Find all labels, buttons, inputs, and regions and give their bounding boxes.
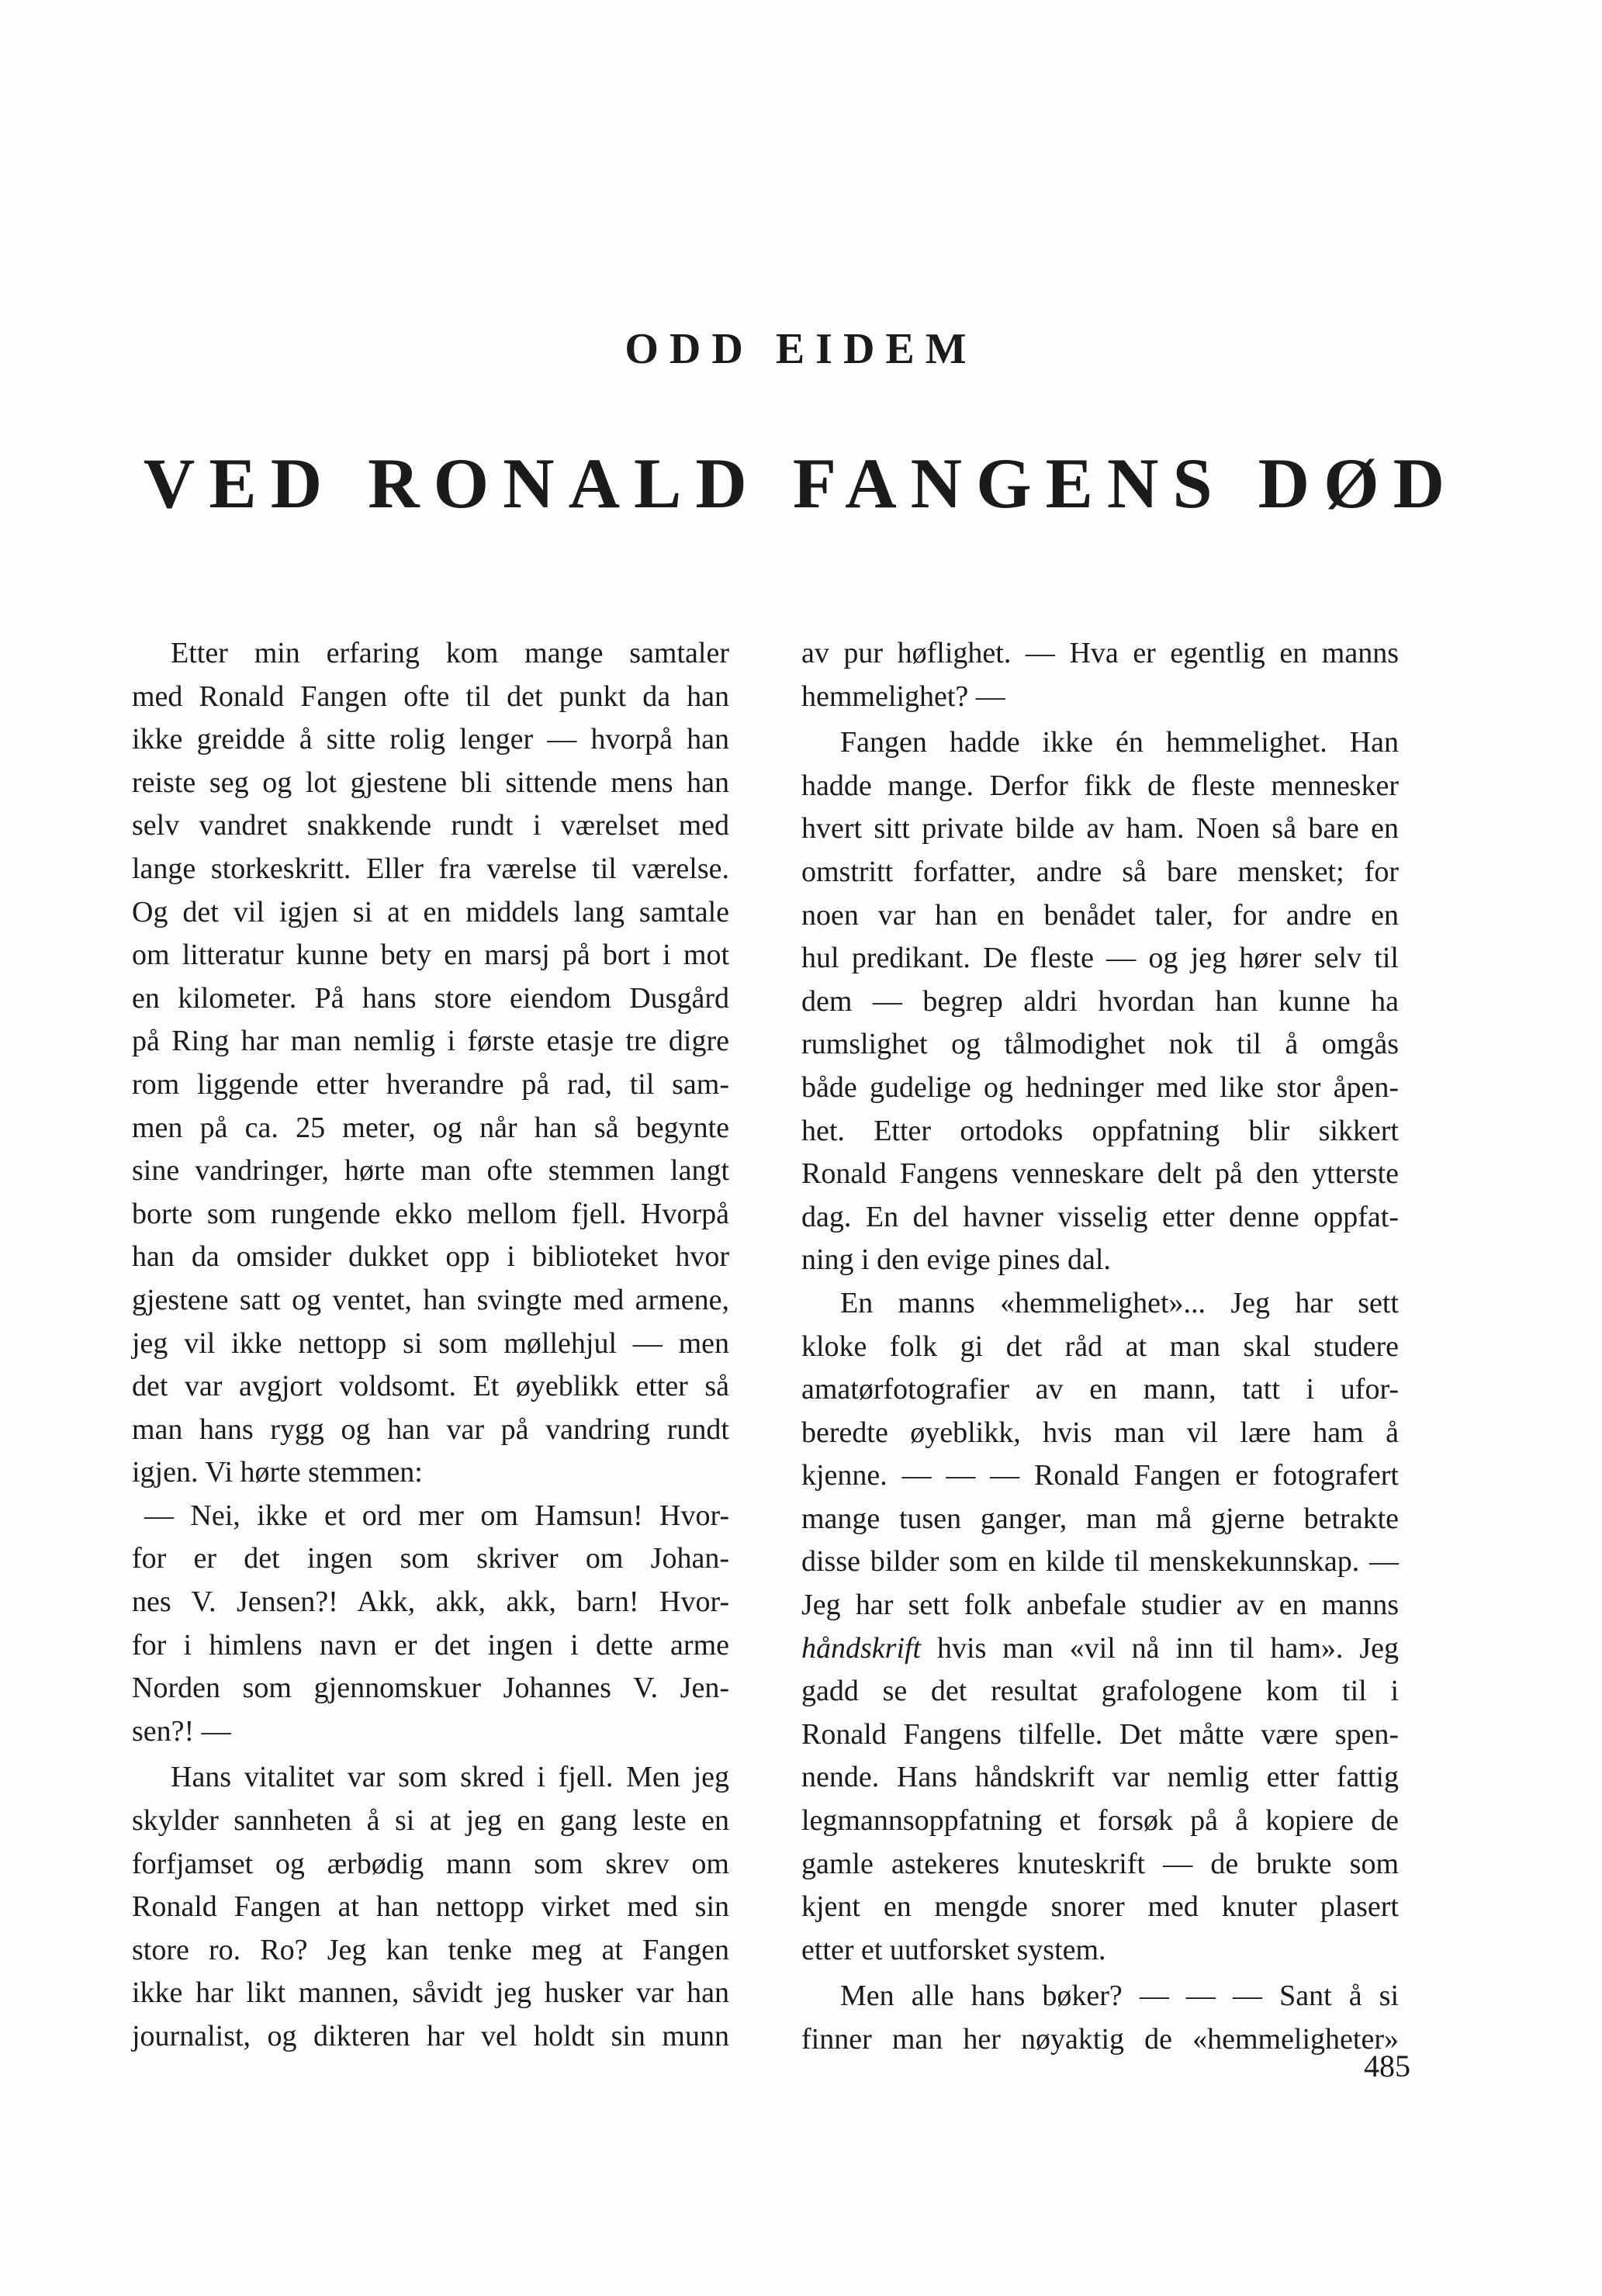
text-line: finner man her nøyaktig de «hemmeligheter» <box>801 2023 1399 2056</box>
left-text-column <box>132 632 729 2059</box>
text-line-mixed <box>801 1627 1399 1671</box>
text-line: rom liggende etter hverandre på rad, til sam- <box>132 1067 729 1101</box>
text-line: skylder sannheten å si at jeg en gang leste en <box>132 1804 729 1838</box>
text-line: etter et uutforsket system. <box>801 1933 1106 1966</box>
text-line: En manns «hemmelighet»... Jeg har sett <box>840 1286 1399 1319</box>
text-line: amatørfotografier av en mann, tatt i ufor- <box>801 1373 1399 1406</box>
text-line: igjen. Vi hørte stemmen: <box>132 1456 423 1489</box>
text-line: hvert sitt private bilde av ham. Noen så bare en <box>801 812 1399 845</box>
text-line: lange storkeskritt. Eller fra værelse til værelse. <box>132 852 729 885</box>
text-line: kjenne. — — — Ronald Fangen er fotografert <box>801 1459 1399 1492</box>
text-line: kloke folk gi det råd at man skal studere <box>801 1330 1399 1363</box>
text-line: reiste seg og lot gjestene bli sittende mens han <box>132 766 729 799</box>
text-line: hemmelighet? — <box>801 679 1005 713</box>
text-line: hadde mange. Derfor fikk de fleste mennesker <box>801 769 1399 802</box>
text-line: mange tusen ganger, man må gjerne betrakte <box>801 1502 1399 1535</box>
text-line: disse bilder som en kilde til menskekunnskap. — <box>801 1545 1399 1578</box>
text-line: — Nei, ikke et ord mer om Hamsun! Hvor- <box>144 1499 729 1532</box>
text-line: for i himlens navn er det ingen i dette arme <box>132 1628 729 1661</box>
text-line: det var avgjort voldsomt. Et øyeblikk etter så <box>132 1370 729 1403</box>
right-text-column <box>801 632 1399 2062</box>
text-line: men på ca. 25 meter, og når han så begynte <box>132 1111 729 1144</box>
article-title: VED RONALD FANGENS DØD <box>143 444 1459 523</box>
text-line: både gudelige og hedninger med like stor åpen- <box>801 1070 1399 1104</box>
text-line: journalist, og dikteren har vel holdt sin munn <box>132 2020 729 2052</box>
text-line: sen?! — <box>132 1714 231 1748</box>
text-line: gamle astekeres knuteskrift — de brukte som <box>801 1847 1399 1880</box>
text-line: gjestene satt og ventet, han svingte med armene, <box>132 1283 729 1316</box>
text-line: om litteratur kunne bety en marsj på bort i mot <box>132 939 729 972</box>
text-line: selv vandret snakkende rundt i værelset med <box>132 809 729 842</box>
italic-word: håndskrift <box>801 1631 922 1665</box>
text-line: borte som rungende ekko mellom fjell. Hvorpå <box>132 1197 729 1230</box>
text-line: ikke har likt mannen, såvidt jeg husker var han <box>132 1976 729 2010</box>
text-line: rumslighet og tålmodighet nok til å omgås <box>801 1028 1399 1061</box>
text-line: legmannsoppfatning et forsøk på å kopiere de <box>801 1804 1399 1838</box>
text-line: Norden som gjennomskuer Johannes V. Jen- <box>132 1672 729 1705</box>
text-line: Ronald Fangens venneskare delt på den ytterste <box>801 1157 1399 1191</box>
page-number: 485 <box>1364 2049 1410 2083</box>
text-line: dem — begrep aldri hvordan han kunne ha <box>801 984 1399 1018</box>
text-line: dag. En del havner visselig etter denne oppfat- <box>801 1200 1399 1233</box>
text-line: en kilometer. På hans store eiendom Dusgård <box>132 981 729 1015</box>
text-line: for er det ingen som skriver om Johan- <box>132 1542 729 1575</box>
text-line: forfjamset og ærbødig mann som skrev om <box>132 1847 729 1880</box>
author-heading: ODD EIDEM <box>625 325 977 373</box>
text-line: Ronald Fangens tilfelle. Det måtte være spen- <box>801 1717 1399 1751</box>
text-line: het. Etter ortodoks oppfatning blir sikkert <box>801 1114 1399 1147</box>
text-line: Fangen hadde ikke én hemmelighet. Han <box>840 726 1399 759</box>
text-fragment: hvis man «vil nå inn til ham». Jeg <box>937 1631 1400 1665</box>
text-line: gadd se det resultat grafologene kom til i <box>801 1675 1399 1708</box>
text-line: Og det vil igjen si at en middels lang samtale <box>132 895 729 928</box>
text-line: beredte øyeblikk, hvis man vil lære ham å <box>801 1416 1399 1449</box>
text-line: han da omsider dukket opp i biblioteket hvor <box>132 1240 729 1274</box>
text-line: jeg vil ikke nettopp si som møllehjul — men <box>132 1326 729 1360</box>
text-line: Men alle hans bøker? — — — Sant å si <box>840 1980 1399 2013</box>
text-line: av pur høflighet. — Hva er egentlig en manns <box>801 637 1399 669</box>
text-line: man hans rygg og han var på vandring rundt <box>132 1413 729 1446</box>
text-line: på Ring har man nemlig i første etasje tre digre <box>132 1025 729 1058</box>
text-line: nende. Hans håndskrift var nemlig etter fattig <box>801 1761 1399 1794</box>
text-line: hul predikant. De fleste — og jeg hører selv til <box>801 942 1399 975</box>
text-line: ikke greidde å sitte rolig lenger — hvorpå han <box>132 723 729 756</box>
text-line: med Ronald Fangen ofte til det punkt da han <box>132 679 729 713</box>
text-line: sine vandringer, hørte man ofte stemmen langt <box>132 1154 729 1188</box>
text-line: store ro. Ro? Jeg kan tenke meg at Fangen <box>132 1933 729 1966</box>
text-line: Ronald Fangen at han nettopp virket med sin <box>132 1890 729 1924</box>
text-line: nes V. Jensen?! Akk, akk, akk, barn! Hvor- <box>132 1585 729 1619</box>
text-line: omstritt forfatter, andre så bare mensket; for <box>801 855 1399 888</box>
text-line: Jeg har sett folk anbefale studier av en manns <box>801 1589 1399 1622</box>
text-line: ning i den evige pines dal. <box>801 1243 1111 1277</box>
text-line: Etter min erfaring kom mange samtaler <box>171 637 729 669</box>
text-line: Hans vitalitet var som skred i fjell. Men jeg <box>171 1761 729 1794</box>
text-line: kjent en mengde snorer med knuter plasert <box>801 1890 1399 1924</box>
text-line: noen var han en benådet taler, for andre en <box>801 898 1399 932</box>
